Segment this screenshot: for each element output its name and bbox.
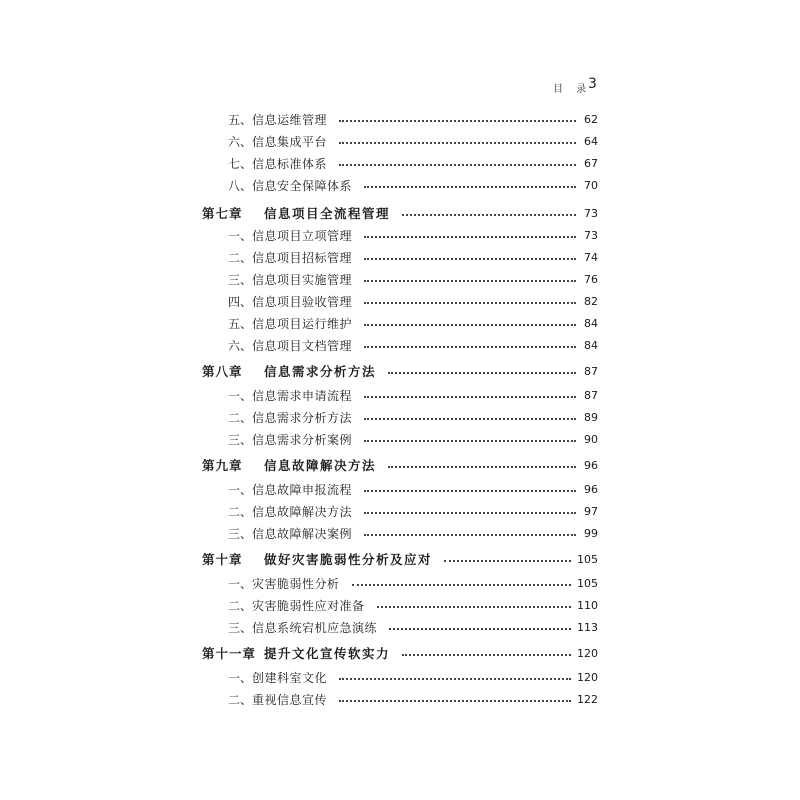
toc-section-entry[interactable] [0, 480, 800, 498]
entry-number: 第七章 [202, 206, 243, 221]
dot-leader [364, 345, 576, 348]
entry-page-number: 96 [584, 458, 598, 472]
toc-section-entry[interactable] [0, 596, 800, 614]
entry-number: 第十章 [202, 552, 243, 567]
dot-leader [364, 235, 576, 238]
toc-section-entry[interactable] [0, 154, 800, 172]
dot-leader [364, 185, 576, 188]
entry-number: 一、 [228, 228, 253, 243]
entry-number: 四、 [228, 294, 253, 309]
entry-number: 一、 [228, 576, 253, 591]
entry-page-number: 67 [584, 156, 598, 170]
toc-section-entry[interactable] [0, 524, 800, 542]
entry-title: 信息故障解决案例 [252, 526, 353, 541]
entry-page-number: 87 [584, 388, 598, 402]
entry-number: 一、 [228, 482, 253, 497]
dot-leader [377, 605, 571, 608]
dot-leader [402, 213, 576, 216]
entry-number: 一、 [228, 670, 253, 685]
entry-title: 信息故障解决方法 [264, 458, 377, 473]
entry-page-number: 113 [577, 620, 598, 634]
toc-section-entry[interactable] [0, 336, 800, 354]
entry-title: 信息项目验收管理 [252, 294, 353, 309]
entry-title: 信息需求申请流程 [252, 388, 353, 403]
entry-number: 三、 [228, 272, 253, 287]
toc-section-entry[interactable] [0, 408, 800, 426]
entry-page-number: 110 [577, 598, 598, 612]
entry-page-number: 105 [577, 576, 598, 590]
dot-leader [339, 141, 576, 144]
dot-leader [364, 417, 576, 420]
dot-leader [388, 371, 576, 374]
toc-section-entry[interactable] [0, 226, 800, 244]
entry-title: 重视信息宣传 [252, 692, 328, 707]
toc-chapter-entry[interactable] [0, 362, 800, 380]
entry-title: 信息集成平台 [252, 134, 328, 149]
toc-section-entry[interactable] [0, 132, 800, 150]
entry-page-number: 97 [584, 504, 598, 518]
entry-title: 信息系统宕机应急演练 [252, 620, 378, 635]
entry-number: 二、 [228, 692, 253, 707]
entry-title: 信息项目实施管理 [252, 272, 353, 287]
entry-number: 三、 [228, 620, 253, 635]
entry-page-number: 64 [584, 134, 598, 148]
entry-number: 第九章 [202, 458, 243, 473]
toc-chapter-entry[interactable] [0, 550, 800, 568]
running-header-label: 目 录 [553, 84, 592, 95]
entry-title: 做好灾害脆弱性分析及应对 [264, 552, 433, 567]
entry-page-number: 73 [584, 206, 598, 220]
dot-leader [444, 559, 571, 562]
toc-section-entry[interactable] [0, 292, 800, 310]
entry-title: 信息项目招标管理 [252, 250, 353, 265]
entry-page-number: 122 [577, 692, 598, 706]
toc-chapter-entry[interactable] [0, 204, 800, 222]
entry-title: 提升文化宣传软实力 [264, 646, 391, 661]
dot-leader [364, 533, 576, 536]
entry-number: 第十一章 [202, 646, 257, 661]
dot-leader [339, 163, 576, 166]
dot-leader [339, 119, 576, 122]
dot-leader [402, 653, 571, 656]
toc-section-entry[interactable] [0, 668, 800, 686]
dot-leader [364, 323, 576, 326]
toc-section-entry[interactable] [0, 502, 800, 520]
entry-number: 五、 [228, 112, 253, 127]
entry-page-number: 105 [577, 552, 598, 566]
entry-page-number: 120 [577, 670, 598, 684]
entry-page-number: 76 [584, 272, 598, 286]
dot-leader [364, 257, 576, 260]
dot-leader [352, 583, 571, 586]
entry-page-number: 84 [584, 338, 598, 352]
entry-page-number: 82 [584, 294, 598, 308]
dot-leader [339, 699, 571, 702]
entry-title: 信息故障解决方法 [252, 504, 353, 519]
entry-page-number: 96 [584, 482, 598, 496]
entry-number: 七、 [228, 156, 253, 171]
entry-page-number: 90 [584, 432, 598, 446]
dot-leader [339, 677, 571, 680]
toc-section-entry[interactable] [0, 690, 800, 708]
entry-number: 三、 [228, 526, 253, 541]
entry-title: 信息标准体系 [252, 156, 328, 171]
entry-title: 信息需求分析方法 [252, 410, 353, 425]
toc-chapter-entry[interactable] [0, 456, 800, 474]
dot-leader [364, 511, 576, 514]
page-number: 3 [588, 76, 597, 92]
entry-title: 信息运维管理 [252, 112, 328, 127]
dot-leader [364, 279, 576, 282]
entry-number: 第八章 [202, 364, 243, 379]
dot-leader [364, 395, 576, 398]
entry-page-number: 73 [584, 228, 598, 242]
entry-number: 二、 [228, 410, 253, 425]
entry-number: 五、 [228, 316, 253, 331]
dot-leader [364, 489, 576, 492]
entry-number: 一、 [228, 388, 253, 403]
toc-section-entry[interactable] [0, 618, 800, 636]
toc-section-entry[interactable] [0, 314, 800, 332]
entry-page-number: 120 [577, 646, 598, 660]
entry-title: 灾害脆弱性分析 [252, 576, 340, 591]
entry-title: 灾害脆弱性应对准备 [252, 598, 365, 613]
entry-page-number: 70 [584, 178, 598, 192]
entry-number: 六、 [228, 134, 253, 149]
entry-title: 信息项目运行维护 [252, 316, 353, 331]
toc-section-entry[interactable] [0, 270, 800, 288]
entry-page-number: 74 [584, 250, 598, 264]
entry-page-number: 99 [584, 526, 598, 540]
entry-title: 信息项目全流程管理 [264, 206, 391, 221]
entry-title: 信息故障申报流程 [252, 482, 353, 497]
entry-title: 创建科室文化 [252, 670, 328, 685]
toc-section-entry[interactable] [0, 574, 800, 592]
entry-number: 二、 [228, 250, 253, 265]
entry-title: 信息项目立项管理 [252, 228, 353, 243]
dot-leader [364, 301, 576, 304]
entry-title: 信息需求分析方法 [264, 364, 377, 379]
toc-section-entry[interactable] [0, 176, 800, 194]
entry-page-number: 87 [584, 364, 598, 378]
toc-section-entry[interactable] [0, 386, 800, 404]
entry-title: 信息需求分析案例 [252, 432, 353, 447]
entry-page-number: 89 [584, 410, 598, 424]
toc-section-entry[interactable] [0, 248, 800, 266]
toc-chapter-entry[interactable] [0, 644, 800, 662]
dot-leader [389, 627, 571, 630]
entry-number: 三、 [228, 432, 253, 447]
entry-number: 六、 [228, 338, 253, 353]
toc-section-entry[interactable] [0, 430, 800, 448]
entry-title: 信息项目文档管理 [252, 338, 353, 353]
dot-leader [388, 465, 576, 468]
dot-leader [364, 439, 576, 442]
entry-title: 信息安全保障体系 [252, 178, 353, 193]
entry-number: 二、 [228, 598, 253, 613]
entry-number: 八、 [228, 178, 253, 193]
entry-page-number: 62 [584, 112, 598, 126]
entry-number: 二、 [228, 504, 253, 519]
entry-page-number: 84 [584, 316, 598, 330]
toc-section-entry[interactable] [0, 110, 800, 128]
